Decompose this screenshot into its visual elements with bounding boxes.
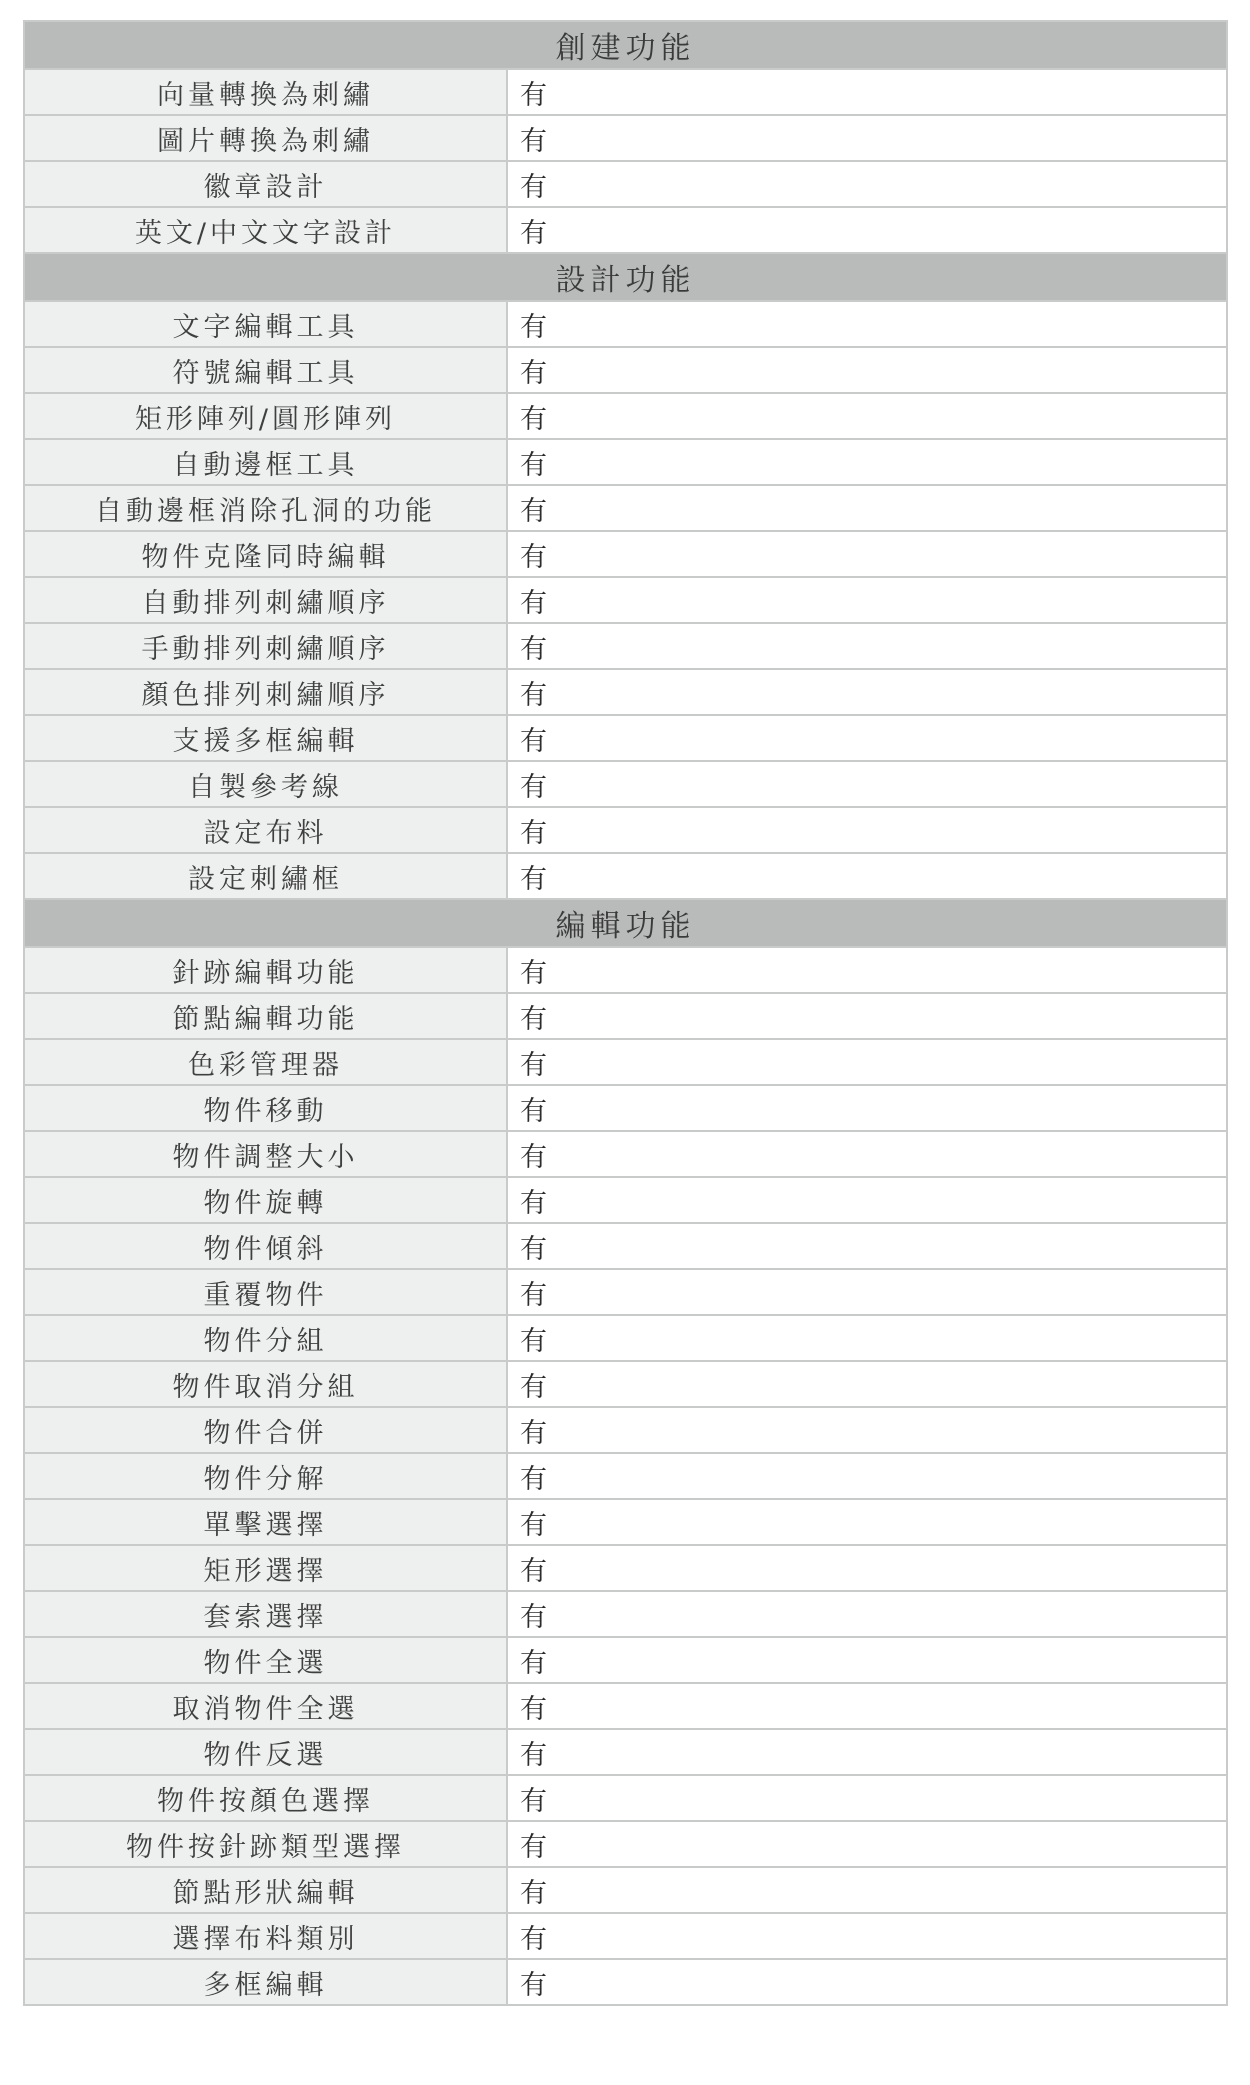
table-row [24, 577, 1227, 623]
feature-name-cell: 自動邊框消除孔洞的功能 [24, 485, 507, 531]
table-row [24, 1361, 1227, 1407]
table-row [24, 1039, 1227, 1085]
table-row [24, 1315, 1227, 1361]
feature-name-cell: 重覆物件 [24, 1269, 507, 1315]
table-row [24, 669, 1227, 715]
feature-name-cell: 設定刺繡框 [24, 853, 507, 899]
feature-availability-cell: 有 [507, 301, 1227, 347]
feature-name-cell: 物件全選 [24, 1637, 507, 1683]
section-header-row [24, 21, 1227, 69]
feature-availability-cell: 有 [507, 1959, 1227, 2005]
feature-availability-cell: 有 [507, 485, 1227, 531]
section-title: 編輯功能 [24, 899, 1227, 947]
section-title: 設計功能 [24, 253, 1227, 301]
feature-availability-cell: 有 [507, 993, 1227, 1039]
feature-availability-cell: 有 [507, 439, 1227, 485]
table-row [24, 1591, 1227, 1637]
section-header-row [24, 899, 1227, 947]
feature-name-cell: 節點編輯功能 [24, 993, 507, 1039]
table-row [24, 1131, 1227, 1177]
feature-name-cell: 物件調整大小 [24, 1131, 507, 1177]
table-row [24, 1959, 1227, 2005]
feature-name-cell: 單擊選擇 [24, 1499, 507, 1545]
table-row [24, 947, 1227, 993]
feature-table-body [24, 21, 1227, 2005]
table-row [24, 1545, 1227, 1591]
feature-availability-cell: 有 [507, 1913, 1227, 1959]
feature-availability-cell: 有 [507, 1177, 1227, 1223]
section-header-row [24, 253, 1227, 301]
feature-name-cell: 物件按針跡類型選擇 [24, 1821, 507, 1867]
feature-name-cell: 選擇布料類別 [24, 1913, 507, 1959]
table-row [24, 347, 1227, 393]
table-row [24, 1223, 1227, 1269]
feature-availability-cell: 有 [507, 715, 1227, 761]
feature-availability-cell: 有 [507, 1361, 1227, 1407]
feature-name-cell: 物件按顏色選擇 [24, 1775, 507, 1821]
table-row [24, 1729, 1227, 1775]
feature-name-cell: 符號編輯工具 [24, 347, 507, 393]
feature-availability-cell: 有 [507, 1545, 1227, 1591]
table-row [24, 1775, 1227, 1821]
feature-table-container [23, 20, 1226, 2006]
feature-availability-cell: 有 [507, 1085, 1227, 1131]
feature-name-cell: 支援多框編輯 [24, 715, 507, 761]
table-row [24, 161, 1227, 207]
feature-name-cell: 多框編輯 [24, 1959, 507, 2005]
feature-name-cell: 英文/中文文字設計 [24, 207, 507, 253]
table-row [24, 1407, 1227, 1453]
feature-name-cell: 色彩管理器 [24, 1039, 507, 1085]
table-row [24, 393, 1227, 439]
table-row [24, 1683, 1227, 1729]
feature-name-cell: 物件分解 [24, 1453, 507, 1499]
feature-name-cell: 文字編輯工具 [24, 301, 507, 347]
feature-availability-cell: 有 [507, 1407, 1227, 1453]
feature-availability-cell: 有 [507, 807, 1227, 853]
feature-availability-cell: 有 [507, 1591, 1227, 1637]
feature-availability-cell: 有 [507, 207, 1227, 253]
feature-availability-cell: 有 [507, 623, 1227, 669]
feature-availability-cell: 有 [507, 947, 1227, 993]
feature-name-cell: 針跡編輯功能 [24, 947, 507, 993]
table-row [24, 485, 1227, 531]
table-row [24, 993, 1227, 1039]
feature-name-cell: 物件傾斜 [24, 1223, 507, 1269]
feature-name-cell: 物件取消分組 [24, 1361, 507, 1407]
feature-availability-cell: 有 [507, 161, 1227, 207]
table-row [24, 1453, 1227, 1499]
table-row [24, 115, 1227, 161]
feature-availability-cell: 有 [507, 115, 1227, 161]
feature-table [23, 20, 1228, 2006]
feature-name-cell: 矩形陣列/圓形陣列 [24, 393, 507, 439]
table-row [24, 761, 1227, 807]
feature-name-cell: 物件合併 [24, 1407, 507, 1453]
feature-availability-cell: 有 [507, 1775, 1227, 1821]
feature-availability-cell: 有 [507, 1269, 1227, 1315]
feature-availability-cell: 有 [507, 69, 1227, 115]
feature-availability-cell: 有 [507, 761, 1227, 807]
table-row [24, 301, 1227, 347]
feature-name-cell: 設定布料 [24, 807, 507, 853]
feature-availability-cell: 有 [507, 531, 1227, 577]
feature-name-cell: 圖片轉換為刺繡 [24, 115, 507, 161]
feature-name-cell: 物件反選 [24, 1729, 507, 1775]
feature-name-cell: 手動排列刺繡順序 [24, 623, 507, 669]
table-row [24, 1499, 1227, 1545]
table-row [24, 1637, 1227, 1683]
feature-availability-cell: 有 [507, 669, 1227, 715]
table-row [24, 1177, 1227, 1223]
feature-name-cell: 向量轉換為刺繡 [24, 69, 507, 115]
feature-name-cell: 節點形狀編輯 [24, 1867, 507, 1913]
table-row [24, 531, 1227, 577]
feature-availability-cell: 有 [507, 1453, 1227, 1499]
feature-name-cell: 徽章設計 [24, 161, 507, 207]
feature-name-cell: 自動邊框工具 [24, 439, 507, 485]
feature-availability-cell: 有 [507, 347, 1227, 393]
feature-availability-cell: 有 [507, 1315, 1227, 1361]
feature-name-cell: 物件移動 [24, 1085, 507, 1131]
feature-name-cell: 自動排列刺繡順序 [24, 577, 507, 623]
feature-availability-cell: 有 [507, 1867, 1227, 1913]
feature-name-cell: 物件分組 [24, 1315, 507, 1361]
table-row [24, 1867, 1227, 1913]
table-row [24, 69, 1227, 115]
feature-name-cell: 套索選擇 [24, 1591, 507, 1637]
feature-availability-cell: 有 [507, 853, 1227, 899]
feature-availability-cell: 有 [507, 1683, 1227, 1729]
feature-name-cell: 顏色排列刺繡順序 [24, 669, 507, 715]
feature-availability-cell: 有 [507, 1039, 1227, 1085]
table-row [24, 1085, 1227, 1131]
feature-availability-cell: 有 [507, 1131, 1227, 1177]
feature-availability-cell: 有 [507, 1729, 1227, 1775]
feature-name-cell: 矩形選擇 [24, 1545, 507, 1591]
feature-name-cell: 取消物件全選 [24, 1683, 507, 1729]
table-row [24, 1821, 1227, 1867]
table-row [24, 807, 1227, 853]
section-title: 創建功能 [24, 21, 1227, 69]
feature-name-cell: 物件旋轉 [24, 1177, 507, 1223]
feature-availability-cell: 有 [507, 577, 1227, 623]
table-row [24, 1269, 1227, 1315]
table-row [24, 439, 1227, 485]
table-row [24, 207, 1227, 253]
feature-name-cell: 自製參考線 [24, 761, 507, 807]
feature-availability-cell: 有 [507, 1223, 1227, 1269]
feature-name-cell: 物件克隆同時編輯 [24, 531, 507, 577]
feature-availability-cell: 有 [507, 1499, 1227, 1545]
feature-availability-cell: 有 [507, 1637, 1227, 1683]
table-row [24, 853, 1227, 899]
feature-availability-cell: 有 [507, 393, 1227, 439]
table-row [24, 1913, 1227, 1959]
table-row [24, 623, 1227, 669]
feature-availability-cell: 有 [507, 1821, 1227, 1867]
table-row [24, 715, 1227, 761]
